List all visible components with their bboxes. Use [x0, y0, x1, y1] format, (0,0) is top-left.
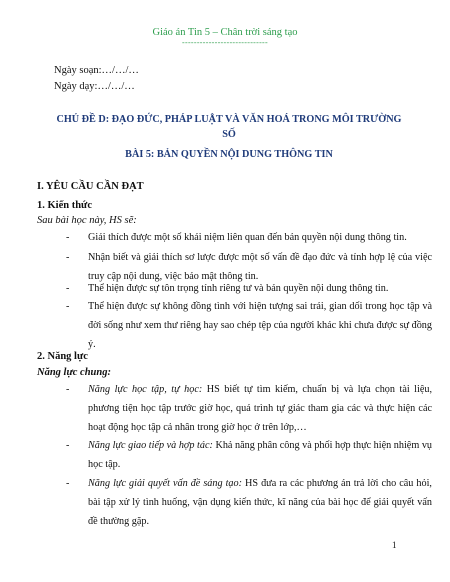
general-competence-heading: Năng lực chung: [37, 367, 111, 378]
bullet-text: Giải thích được một số khái niệm liên quan đến bản quyền nội dung thông tin. [88, 232, 407, 243]
competence-label: Năng lực giao tiếp và hợp tác: [88, 440, 213, 451]
section-heading: I. YÊU CẦU CẦN ĐẠT [37, 181, 144, 192]
bullet-text: Thể hiện được sự tôn trọng tính riêng tư và bản quyền nội dung thông tin. [88, 283, 389, 294]
date-prepared: Ngày soạn:…/…/… [54, 65, 139, 76]
bullet-dash: - [66, 283, 70, 294]
header-title: Giáo án Tin 5 – Chân trời sáng tạo [152, 27, 298, 38]
bullet-dash: - [66, 478, 70, 489]
date-taught: Ngày dạy:…/…/… [54, 81, 135, 92]
knowledge-heading: 1. Kiến thức [37, 200, 93, 211]
page-number: 1 [392, 540, 397, 550]
competence-label: Năng lực học tập, tự học: [88, 384, 203, 395]
bullet-dash: - [66, 301, 70, 312]
chapter-title-line2: SỐ [222, 129, 236, 140]
competence-heading: 2. Năng lực [37, 351, 88, 362]
bullet-text: Nhận biết và giải thích sơ lược được một số vấn đề đạo đức và tính hợp lệ của việc truy cập nội dung, việc bảo mật thông tin. [88, 252, 432, 282]
competence-text: Khả năng phân công và phối hợp thực hiện nhiệm vụ học tập. [88, 440, 433, 470]
competence-label: Năng lực giải quyết vấn đề sáng tạo: [88, 478, 243, 489]
bullet-dash: - [66, 232, 70, 243]
lesson-title: BÀI 5: BẢN QUYỀN NỘI DUNG THÔNG TIN [125, 149, 333, 160]
chapter-title-line1: CHỦ ĐỀ D: ĐẠO ĐỨC, PHÁP LUẬT VÀ VĂN HOÁ TRONG MÔI TRƯỜNG [56, 114, 402, 125]
bullet-text: Thể hiện được sự không đồng tình với hiện tượng sai trái, gian dối trong học tập và đời sống như xem thư riêng hay sao chép tệp của người khác khi chưa được sự đồng ý. [88, 301, 432, 350]
bullet-dash: - [66, 252, 70, 263]
bullet-dash: - [66, 384, 70, 395]
knowledge-intro: Sau bài học này, HS sẽ: [37, 215, 137, 226]
bullet-dash: - [66, 440, 70, 451]
competence-text: HS biết tự tìm kiếm, chuẩn bị và lựa chọn tài liệu, phương tiện học tập trước giờ học, quá trình tự giác tham gia các và thực hiện các hoạt động học tập cả nhân trong giờ học ở trên lớp,… [88, 384, 432, 433]
header-rule: ----------------------------- [182, 38, 268, 47]
competence-text: HS đưa ra các phương án trả lời cho câu hỏi, bài tập xử lý tình huống, vận dụng kiến thức, kĩ năng của bài học để giải quyết vấn đề thường gặp. [88, 478, 432, 527]
